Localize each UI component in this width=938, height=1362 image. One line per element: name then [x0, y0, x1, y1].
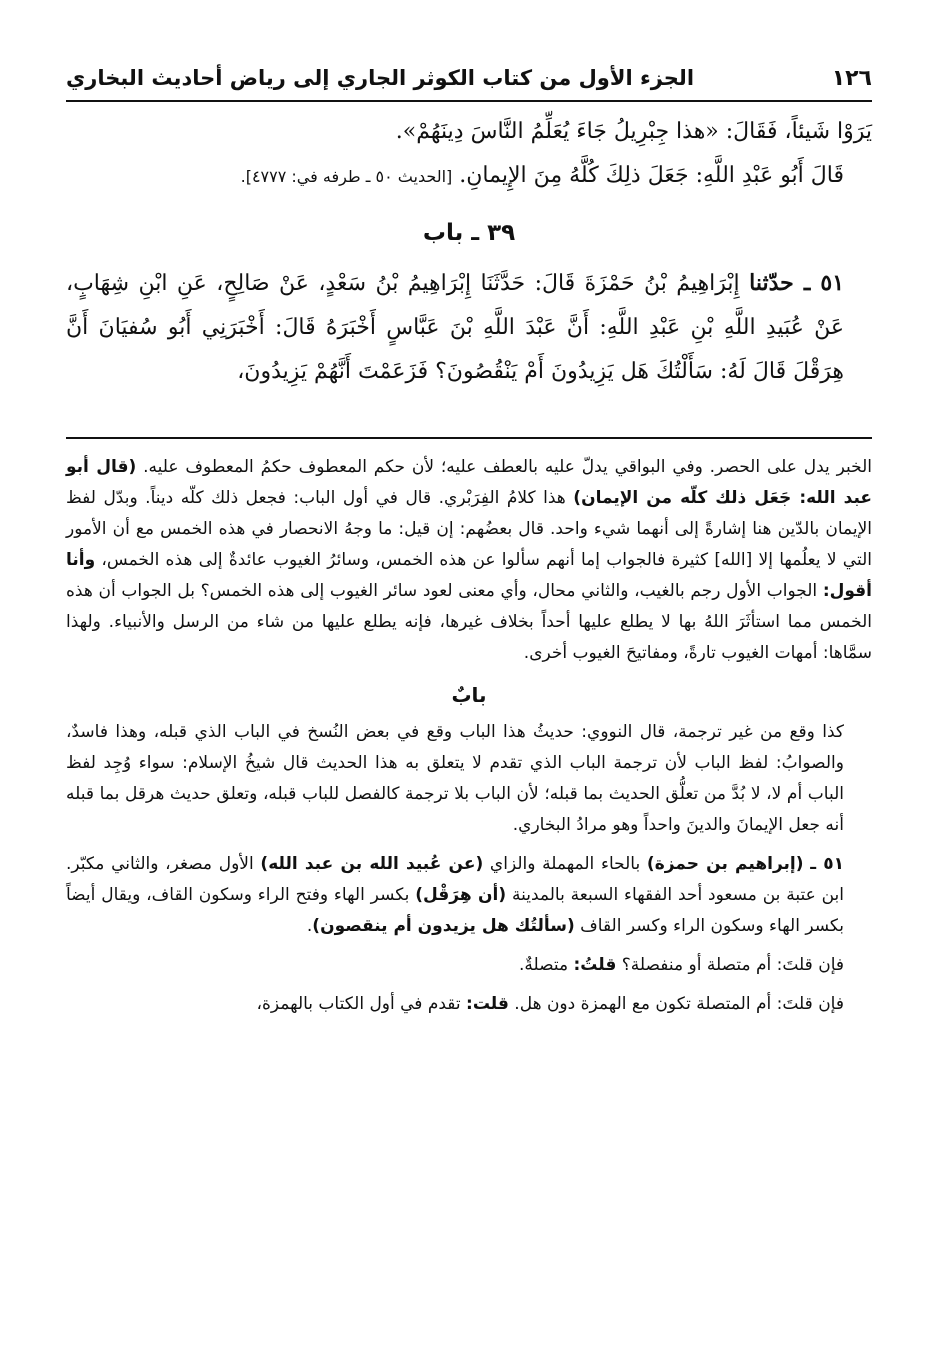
commentary-paragraph	[66, 452, 872, 669]
commentary	[66, 452, 872, 1020]
header-rule	[66, 100, 872, 102]
footnote-divider	[66, 437, 872, 439]
hadith-line	[66, 154, 872, 199]
commentary-paragraph	[66, 950, 872, 981]
commentary-quote: (أن هِرَقْل)	[415, 885, 507, 905]
commentary-quote: (عن عُبيد الله بن عبد الله)	[260, 854, 484, 874]
chapter-heading: ٣٩ ـ باب	[422, 220, 516, 246]
commentary-quote: (سألتُك هل يزيدون أم ينقصون)	[312, 916, 575, 936]
commentary-heading: بابٌ	[451, 683, 487, 707]
commentary-text: .	[306, 916, 313, 936]
commentary-emphasis: قلت:	[466, 994, 509, 1014]
commentary-paragraph	[66, 989, 872, 1020]
commentary-text: تقدم في أول الكتاب بالهمزة،	[256, 994, 461, 1014]
hadith-reference: [الحديث ٥٠ ـ طرفه في: ٤٧٧٧].	[240, 167, 453, 186]
commentary-text: هذا كلامُ الفِرَبْري. قال في أول الباب: فجعل ذلك كلّه ديناً. وبدّل لفظ الإيمان بالدّين هنا إشارةً إلى أنهما شيء واحد. قال بعضُهم: إن قيل: ما وجهُ الانحصار في هذه الخمس مع أن الأمور التي لا يعلُمها إلا [الله] كثيرة فالجواب إما أنهم سألوا عن هذه الخمس، وسائرُ الغيوب عائدةٌ إلى هذه الخمس،	[66, 488, 872, 570]
commentary-emphasis: قلتُ:	[573, 955, 617, 975]
commentary-text: الخبر يدل على الحصر. وفي البواقي يدلّ عليه بالعطف عليه؛ لأن حكم المعطوف حكمُ المعطوف عليه.	[143, 457, 873, 477]
commentary-text: الجواب الأول رجم بالغيب، والثاني محال، وأي معنى لعود سائر الغيوب إلى هذه الخمس؟ بل الجواب أن هذه الخمس مما استأثَرَ اللهُ بها لا يطلع عليها أحداً بخلاف غيرها، فإنه يطلع عليها من شاء من الرسل والأنبياء. ولهذا سمَّاها: أمهات الغيوب تارةً، ومفاتيحَ الغيوب أخرى.	[66, 581, 872, 663]
commentary-quote: (إبراهيم بن حمزة)	[646, 854, 804, 874]
running-title: الجزء الأول من كتاب الكوثر الجاري إلى رياض أحاديث البخاري	[66, 66, 695, 90]
page-header	[66, 60, 872, 96]
commentary-text: بكسر الهاء وفتح الراء وسكون القاف، ويقال أيضاً بكسر الهاء وسكون الراء وكسر القاف	[66, 885, 844, 936]
page-number: ١٢٦	[831, 65, 872, 91]
hadith-number: ٥١ ـ حدّثنا	[749, 270, 845, 296]
commentary-text: فإن قلتَ: أم المتصلة تكون مع الهمزة دون هل.	[514, 994, 844, 1014]
hadith-51	[66, 261, 872, 394]
hadith-line-text: قَالَ أَبُو عَبْدِ اللَّهِ: جَعَلَ ذلِكَ كُلَّهُ مِنَ الإِيمانِ.	[459, 163, 844, 188]
hadith-line: يَرَوْا شَيئاً، فَقَالَ: «هذا جِبْرِيلُ جَاءَ يُعَلِّمُ النَّاسَ دِينَهُمْ».	[395, 119, 872, 144]
commentary-paragraph: كذا وقع من غير ترجمة، قال النووي: حديثُ هذا الباب وقع في بعض النُسخ في الباب الذي قبله، وهذا فاسدٌ، والصوابُ: لفظ الباب لأن ترجمة الباب الذي تقدم لا يتعلق به هذا الحديث قال شيخُ الإسلام: سواء وُجِد لفظ الباب أم لا، لا بُدَّ من تعلُّق الحديث بما قبله؛ لأن الباب بلا ترجمة كالفصل للباب قبله، وتعلق حديث هرقل بما قبله أنه جعل الإيمانَ والدينَ واحداً وهو مرادُ البخاري.	[66, 722, 844, 835]
commentary-emphasis: وأنا أقول:	[66, 550, 872, 601]
commentary-paragraph	[66, 849, 872, 942]
hadith-text	[66, 110, 872, 394]
commentary-text: متصلةٌ.	[518, 955, 569, 975]
commentary-text: فإن قلتَ: أم متصلة أو منفصلة؟	[621, 955, 844, 975]
hadith-51-text: إِبْرَاهِيمُ بْنُ حَمْزَةَ قَالَ: حَدَّثَنَا إِبْرَاهِيمُ بْنُ سَعْدٍ، عَنْ صَالِحٍ، عَنِ ابْنِ شِهَابٍ، عَنْ عُبَيدِ اللَّهِ بْنِ عَبْدِ اللَّهِ: أَنَّ عَبْدَ اللَّهِ بْنَ عَبَّاسٍ أَخْبَرَهُ قَالَ: أَخْبَرَنِي أَبُو سُفيَانَ أَنَّ هِرَقْلَ قَالَ لَهُ: سَأَلْتُكَ هَل يَزِيدُونَ أَمْ يَنْقُصُونَ؟ فَزَعَمْتَ أَنَّهُمْ يَزِيدُونَ،	[66, 271, 844, 384]
commentary-text: بالحاء المهملة والزاي	[489, 854, 641, 874]
commentary-text: الأول مصغر، والثاني مكبّر. ابن عتبة بن مسعود أحد الفقهاء السبعة بالمدينة	[66, 854, 844, 905]
commentary-number: ٥١ ـ	[810, 854, 844, 874]
commentary-quote: (قال أبو عبد الله: جَعَل ذلك كلّه من الإيمان)	[66, 457, 872, 508]
